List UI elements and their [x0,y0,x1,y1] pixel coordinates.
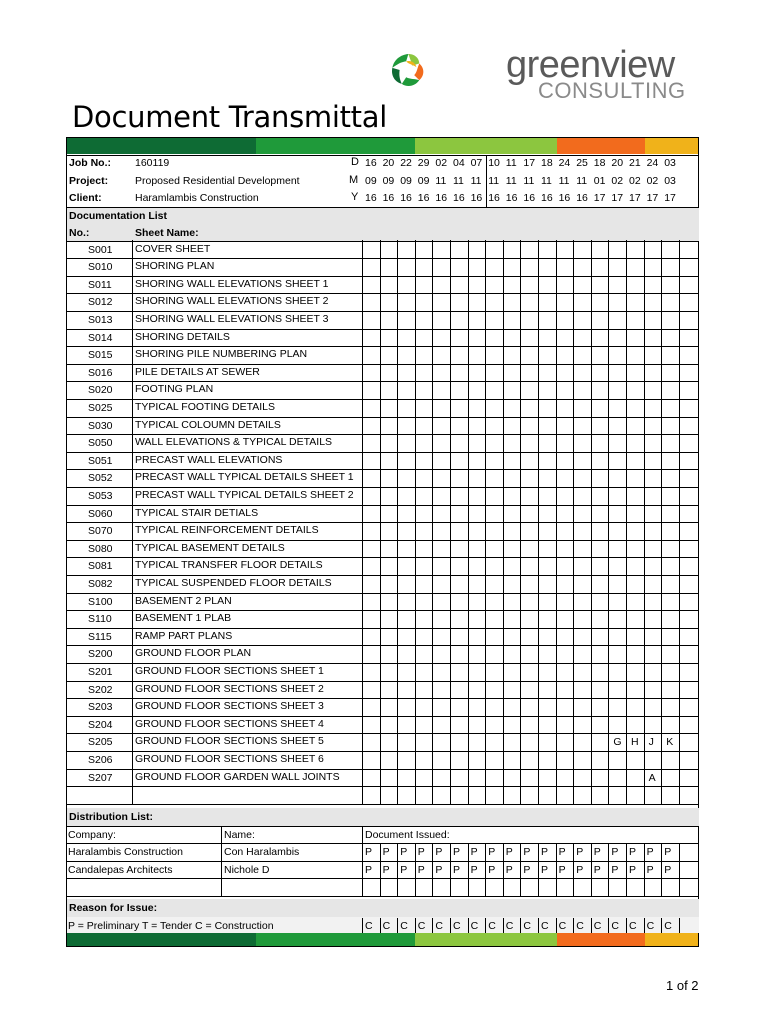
issue-mark: P [505,846,513,858]
sheet-number: S012 [88,296,113,309]
sheet-number: S016 [88,366,113,379]
sheet-number: S053 [88,489,113,502]
sheet-number: S082 [88,577,113,590]
reason-mark: C [629,920,637,932]
sheet-number: S115 [88,630,112,643]
date-months-cell: 01 [593,175,606,187]
date-months-cell: 09 [382,175,395,187]
sheet-name: SHORING PILE NUMBERING PLAN [135,348,308,361]
col-line [538,918,539,933]
col-line [556,240,557,804]
sheet-number: S030 [88,419,113,432]
issue-mark: P [576,863,584,876]
date-months-cell: 11 [470,175,482,187]
sheet-name: GROUND FLOOR GARDEN WALL JOINTS [135,770,340,783]
reason-mark: C [505,920,514,932]
issue-mark: P [646,846,654,858]
row-line [66,804,699,805]
col-line [591,843,592,896]
row-line [66,258,699,259]
row-line [66,751,699,752]
col-line [644,240,645,804]
sheet-number: S020 [88,384,113,397]
project-value: Proposed Residential Development [135,175,300,187]
client-value: Haramlambis Construction [135,192,259,204]
issue-mark: P [382,846,390,858]
col-line [485,918,486,933]
header-divider [486,155,487,207]
col-line [556,918,557,933]
sheet-number: S015 [88,349,113,362]
sheet-number: S050 [88,437,113,450]
sheet-number: S207 [88,771,113,784]
page-title: Document Transmittal [72,100,387,134]
day-label: D [351,156,359,168]
date-months-cell: 11 [558,175,570,187]
sheet-name: TYPICAL COLOUMN DETAILS [135,418,281,431]
sheet-number: S011 [88,278,112,291]
grid-line [66,861,699,862]
sheet-name: SHORING PLAN [135,260,215,273]
reason-mark: C [382,920,391,932]
revision-mark: J [648,736,654,749]
company-header: Company: [68,829,116,841]
issue-mark: P [523,863,531,876]
date-years-cell: 16 [417,192,430,204]
table-row [66,786,699,804]
sheet-number: S110 [88,613,112,626]
sheet-number: S025 [88,401,113,414]
issue-mark: P [576,846,584,858]
job-label: Job No.: [69,157,111,169]
issue-mark: P [453,863,461,876]
date-years-cell: 17 [664,192,676,204]
sheet-name: SHORING DETAILS [135,330,230,343]
row-line [66,610,699,611]
date-days-cell: 24 [558,157,571,169]
col-line [132,240,133,804]
reason-mark: C [470,920,479,932]
date-months-cell: 09 [417,175,430,187]
date-years-cell: 16 [541,192,553,204]
col-line [415,843,416,896]
col-line [661,843,662,896]
col-line [503,240,504,804]
issue-mark: P [435,846,443,858]
company-name: Candalepas Architects [68,863,173,876]
sheet-name: TYPICAL STAIR DETIALS [135,506,259,519]
reason-mark: C [576,920,584,932]
grid-line [66,896,699,897]
row-line [66,786,699,787]
row-line [66,698,699,699]
issue-mark: P [505,863,513,876]
date-months-cell: 03 [664,175,676,187]
reason-mark: C [488,920,496,932]
sheet-number: S014 [88,331,113,344]
reason-mark: C [646,920,655,932]
sheet-name: PILE DETAILS AT SEWER [135,365,260,378]
col-line [661,918,662,933]
col-line [362,843,363,896]
sheet-number: S060 [88,507,113,520]
date-days-cell: 25 [576,157,588,169]
date-days-cell: 20 [611,157,624,169]
col-line [679,843,680,896]
reason-mark: C [453,920,461,932]
month-label: M [349,174,359,186]
sheet-name: SHORING WALL ELEVATIONS SHEET 1 [135,277,329,290]
date-days-cell: 04 [453,157,465,169]
col-line [397,240,398,804]
grid-line [66,878,699,879]
grid-line [66,843,699,844]
sheet-name: GROUND FLOOR PLAN [135,647,252,660]
sheet-number: S202 [88,683,113,696]
date-years-cell: 16 [400,192,412,204]
col-line [450,843,451,896]
reason-mark: C [611,920,619,932]
col-line [503,918,504,933]
col-line [380,240,381,804]
col-line [503,843,504,896]
col-line [644,918,645,933]
col-line [573,843,574,896]
date-months-cell: 09 [400,175,412,187]
sheet-name: TYPICAL TRANSFER FLOOR DETAILS [135,559,323,572]
row-line [66,469,699,470]
sheet-name: SHORING WALL ELEVATIONS SHEET 2 [135,295,329,308]
issue-mark: P [541,863,549,876]
sheet-name: GROUND FLOOR SECTIONS SHEET 5 [135,735,324,748]
col-line [679,240,680,804]
issue-mark: P [611,846,619,858]
date-months-cell: 02 [629,175,641,187]
reason-for-issue-heading: Reason for Issue: [69,902,158,914]
sheet-name: FOOTING PLAN [135,383,214,396]
reason-mark: C [400,920,408,932]
page-number: 1 of 2 [666,978,699,993]
reason-mark: C [523,920,531,932]
col-line [520,843,521,896]
issue-mark: P [541,846,549,858]
date-days-cell: 21 [629,157,641,169]
date-months-cell: 11 [541,175,552,187]
sheet-number: S204 [88,718,113,731]
sheet-name: PRECAST WALL ELEVATIONS [135,453,283,466]
sheet-name: GROUND FLOOR SECTIONS SHEET 4 [135,717,324,730]
sheet-name: GROUND FLOOR SECTIONS SHEET 2 [135,682,324,695]
issue-mark: P [488,863,496,876]
recipient-name: Con Haralambis [224,846,300,858]
date-years-cell: 16 [470,192,483,204]
greenview-logo-icon [388,20,508,120]
date-years-cell: 16 [523,192,536,204]
date-days-cell: 20 [382,157,395,169]
revision-mark: H [631,736,639,749]
date-years-cell: 17 [593,192,606,204]
issue-mark: P [611,863,619,876]
name-header: Name: [224,829,255,841]
reason-mark: C [435,920,443,932]
issue-mark: P [470,846,478,858]
col-line [591,918,592,933]
distribution-list-heading: Distribution List: [69,811,153,823]
issue-mark: P [470,863,478,876]
sheet-name: GROUND FLOOR SECTIONS SHEET 3 [135,700,324,713]
sheet-number: S070 [88,525,113,538]
sheet-name: BASEMENT 1 PLAB [135,612,232,625]
revision-mark: A [648,771,656,784]
col-line [362,240,363,804]
sheet-number: S080 [88,542,113,555]
sheet-number: S201 [88,665,113,678]
col-line [626,918,627,933]
sheet-name: BASEMENT 2 PLAN [135,594,232,607]
col-line [591,240,592,804]
col-line [380,843,381,896]
issue-mark: P [664,846,672,858]
sheet-name: WALL ELEVATIONS & TYPICAL DETAILS [135,436,333,449]
col-line [538,843,539,896]
issue-mark: P [435,863,443,876]
sheet-name: RAMP PART PLANS [135,629,233,642]
reason-legend: P = Preliminary T = Tender C = Construction [68,920,274,932]
revision-mark: G [613,736,622,749]
reason-mark: C [417,920,426,932]
col-line [644,843,645,896]
date-days-cell: 02 [435,157,448,169]
issue-mark: P [400,846,408,858]
col-line [485,843,486,896]
issue-mark: P [488,846,496,858]
col-line [679,918,680,933]
date-years-cell: 16 [365,192,377,204]
sheet-number: S081 [88,560,113,573]
row-line [66,663,699,664]
date-years-cell: 17 [629,192,641,204]
reason-header-bg [67,899,699,917]
date-months-cell: 11 [453,175,464,187]
date-months-cell: 11 [435,175,447,187]
issue-mark: P [400,863,408,876]
date-years-cell: 16 [558,192,571,204]
client-label: Client: [69,192,102,204]
col-line [608,843,609,896]
col-line [362,918,363,933]
issue-mark: P [664,863,672,876]
year-label: Y [351,191,359,203]
date-days-cell: 24 [646,157,659,169]
sheet-name: GROUND FLOOR SECTIONS SHEET 6 [135,752,324,765]
row-line [66,733,699,734]
col-line [538,240,539,804]
sheet-number: S206 [88,753,113,766]
col-line [397,918,398,933]
date-days-cell: 18 [593,157,606,169]
col-line [468,918,469,933]
issue-mark: P [593,846,601,858]
date-years-cell: 16 [453,192,465,204]
recipient-name: Nichole D [224,863,270,876]
row-line [66,293,699,294]
row-line [66,381,699,382]
date-years-cell: 16 [488,192,500,204]
row-line [66,522,699,523]
col-line [573,918,574,933]
col-line [450,240,451,804]
no-column-header: No.: [69,227,90,239]
date-months-cell: 11 [488,175,500,187]
sheet-number: S203 [88,701,113,714]
col-line [450,918,451,933]
row-line [66,645,699,646]
sheet-number: S200 [88,648,113,661]
col-line [556,843,557,896]
revision-mark: K [666,736,674,749]
company-name: Haralambis Construction [68,846,183,858]
distribution-header-bg [67,808,699,826]
col-line [608,240,609,804]
documentation-list-heading: Documentation List [69,210,168,222]
sheet-number: S100 [88,595,113,608]
sheet-number: S205 [88,736,113,749]
row-line [66,487,699,488]
row-line [66,557,699,558]
col-line [415,240,416,804]
reason-mark: C [541,920,549,932]
date-months-cell: 09 [365,175,377,187]
date-years-cell: 16 [505,192,518,204]
grid-line [66,207,699,208]
issue-mark: P [453,846,461,858]
job-value: 160119 [135,157,170,169]
project-label: Project: [69,175,109,187]
col-line [520,240,521,804]
date-days-cell: 16 [365,157,377,169]
col-line [432,240,433,804]
grid-line [66,826,699,827]
date-days-cell: 17 [523,157,536,169]
sheet-name-header: Sheet Name: [135,227,199,239]
date-years-cell: 17 [646,192,659,204]
sheet-name: SHORING WALL ELEVATIONS SHEET 3 [135,312,329,325]
col-line [468,240,469,804]
col-line [520,918,521,933]
col-line [573,240,574,804]
col-line [661,240,662,804]
col-line [221,826,222,896]
row-line [66,575,699,576]
col-line [468,843,469,896]
date-months-cell: 11 [523,175,535,187]
reason-mark: C [593,920,602,932]
row-line [66,399,699,400]
sheet-name: TYPICAL SUSPENDED FLOOR DETAILS [135,576,332,589]
date-days-cell: 07 [470,157,483,169]
col-line [380,918,381,933]
date-months-cell: 11 [576,175,588,187]
header-top-line [66,155,699,156]
issue-mark: P [593,863,601,876]
date-days-cell: 03 [664,157,676,169]
sheet-name: TYPICAL FOOTING DETAILS [135,400,276,413]
date-days-cell: 11 [505,157,517,169]
sheet-name: PRECAST WALL TYPICAL DETAILS SHEET 2 [135,488,354,501]
issue-mark: P [558,846,566,858]
sheet-name: PRECAST WALL TYPICAL DETAILS SHEET 1 [135,471,354,484]
reason-mark: C [558,920,567,932]
date-years-cell: 16 [576,192,588,204]
sheet-name: COVER SHEET [135,242,211,255]
sheet-number: S001 [88,243,113,256]
sheet-number: S052 [88,472,113,485]
issue-mark: P [523,846,531,858]
col-line [626,843,627,896]
date-days-cell: 22 [400,157,412,169]
row-line [66,346,699,347]
row-line [66,434,699,435]
issue-mark: P [417,863,425,876]
col-line [485,240,486,804]
sheet-name: TYPICAL REINFORCEMENT DETAILS [135,524,319,537]
sheet-number: S010 [88,261,113,274]
issue-mark: P [382,863,390,876]
col-line [415,918,416,933]
logo-wordmark: greenview [506,44,675,86]
date-years-cell: 16 [382,192,395,204]
sheet-name: GROUND FLOOR SECTIONS SHEET 1 [135,664,324,677]
col-line [432,918,433,933]
row-line [66,311,699,312]
document-issued-header: Document Issued: [365,829,450,841]
sheet-number: S013 [88,313,113,326]
issue-mark: P [365,863,373,876]
date-years-cell: 17 [611,192,624,204]
date-months-cell: 11 [505,175,517,187]
date-days-cell: 29 [417,157,430,169]
date-months-cell: 02 [611,175,624,187]
issue-mark: P [365,846,373,858]
issue-mark: P [629,863,637,876]
date-days-cell: 18 [541,157,553,169]
issue-mark: P [417,846,425,858]
col-line [608,918,609,933]
sheet-number: S051 [88,454,113,467]
reason-mark: C [664,920,672,932]
issue-mark: P [629,846,637,858]
col-line [397,843,398,896]
date-years-cell: 16 [435,192,448,204]
col-line [432,843,433,896]
issue-mark: P [558,863,566,876]
sheet-name: TYPICAL BASEMENT DETAILS [135,541,285,554]
logo-subtitle: CONSULTING [538,78,686,103]
date-months-cell: 02 [646,175,659,187]
issue-mark: P [646,863,654,876]
reason-mark: C [365,920,373,932]
date-days-cell: 10 [488,157,500,169]
col-line [626,240,627,804]
